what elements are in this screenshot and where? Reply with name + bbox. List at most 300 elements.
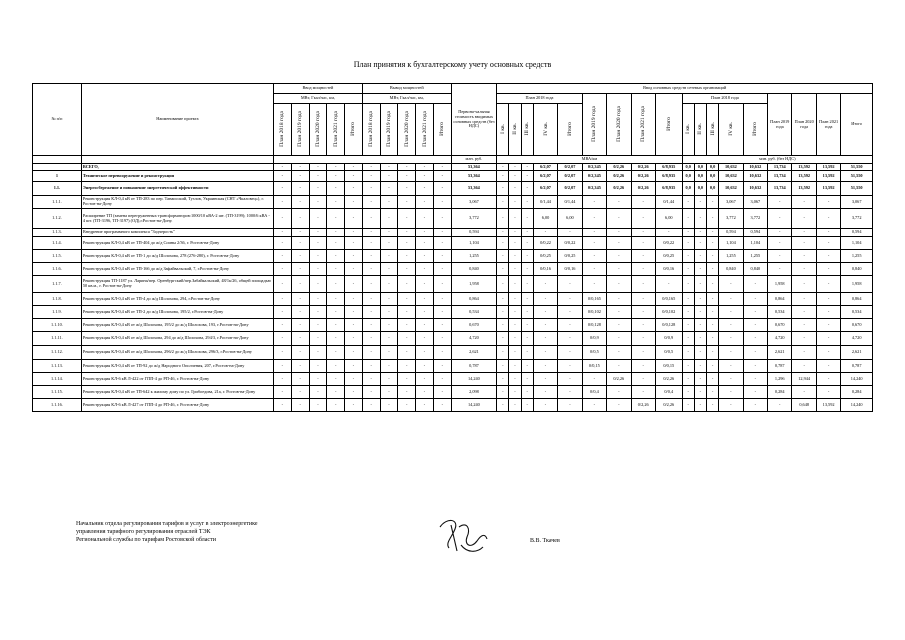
power-cell: - xyxy=(362,319,380,332)
mva-cell: 0/2,26 xyxy=(631,171,655,182)
mva-cell: - xyxy=(558,332,582,346)
power-cell: - xyxy=(362,237,380,250)
power-cell: - xyxy=(309,399,327,412)
power-cell: - xyxy=(291,196,309,209)
mva-cell: - xyxy=(582,237,606,250)
col-plan-2020-h: План 2020 года xyxy=(792,94,816,156)
power-cell: - xyxy=(291,332,309,346)
rub-cell: - xyxy=(792,196,816,209)
row-num: 1.1. xyxy=(33,182,82,196)
mva-cell: - xyxy=(582,399,606,412)
power-cell: - xyxy=(380,164,398,171)
mva-cell: 0/0,22 xyxy=(533,237,557,250)
row-num: 1.1.13. xyxy=(33,360,82,373)
table-row xyxy=(33,171,873,182)
power-cell: - xyxy=(362,250,380,263)
rub-cell: 14,240 xyxy=(841,373,873,386)
rub-cell: 3,067 xyxy=(743,196,767,209)
power-cell: - xyxy=(291,237,309,250)
rub-cell: - xyxy=(768,399,792,412)
rub-cell: - xyxy=(816,196,840,209)
mva-cell: - xyxy=(558,373,582,386)
mva-cell: - xyxy=(521,182,533,196)
row-num xyxy=(33,164,82,171)
power-cell: - xyxy=(345,293,363,306)
mva-cell: - xyxy=(631,229,655,237)
table-row xyxy=(33,250,873,263)
row-num: 1.1.11. xyxy=(33,332,82,346)
row-name: Реконструкция ТП-1187 ул. Ларина/пер. Оренбургский/пер.Забайкальский, 48/1к/26, общей площадью 50 кв.м., г. Ростов-на-Дону xyxy=(81,276,273,293)
mva-cell: - xyxy=(521,196,533,209)
power-cell: - xyxy=(327,346,345,360)
mva-cell: 0/0,128 xyxy=(655,319,682,332)
power-cell: - xyxy=(309,293,327,306)
power-cell: - xyxy=(398,196,416,209)
power-cell: - xyxy=(309,263,327,276)
rub-cell: - xyxy=(816,346,840,360)
mva-cell: - xyxy=(631,209,655,229)
rub-cell: - xyxy=(768,229,792,237)
power-cell: - xyxy=(433,386,451,399)
row-name: Реконструкция КЛ-0,4 кВ от ж/д Шолохова, 296/2 до ж/д Шолохова, 296/3, г.Ростов-на-Дону xyxy=(81,346,273,360)
rub-cell: - xyxy=(706,399,718,412)
rub-cell: 0,0 xyxy=(706,171,718,182)
mva-cell: - xyxy=(497,164,509,171)
rub-cell: - xyxy=(719,373,743,386)
power-cell: - xyxy=(380,182,398,196)
col-total-h: Итого xyxy=(841,94,873,156)
power-cell: - xyxy=(274,182,292,196)
power-cell: - xyxy=(309,209,327,229)
row-cost: 1,958 xyxy=(451,276,497,293)
mva-cell: - xyxy=(497,306,509,319)
power-cell: - xyxy=(345,360,363,373)
power-cell: - xyxy=(291,293,309,306)
rub-cell: - xyxy=(682,196,694,209)
power-cell: - xyxy=(398,229,416,237)
mva-cell: - xyxy=(655,229,682,237)
rub-cell: 13,592 xyxy=(816,171,840,182)
mva-cell: 0/1,44 xyxy=(558,196,582,209)
mva-cell: 6/8,935 xyxy=(655,164,682,171)
mva-cell: - xyxy=(558,346,582,360)
table-row xyxy=(33,293,873,306)
power-cell: - xyxy=(380,250,398,263)
mva-cell: 0/2,345 xyxy=(582,171,606,182)
rub-cell: 4,720 xyxy=(841,332,873,346)
power-cell: - xyxy=(274,360,292,373)
power-cell: - xyxy=(309,171,327,182)
rub-cell: - xyxy=(743,360,767,373)
rub-cell: 10,632 xyxy=(719,164,743,171)
power-cell: - xyxy=(274,293,292,306)
mva-cell: - xyxy=(497,373,509,386)
col-plan-2018: План 2018 года xyxy=(497,94,582,104)
power-cell: - xyxy=(274,276,292,293)
table-row xyxy=(33,399,873,412)
rub-cell: 0,648 xyxy=(792,399,816,412)
mva-cell: 0/2,26 xyxy=(655,399,682,412)
power-cell: - xyxy=(327,196,345,209)
power-cell: - xyxy=(362,346,380,360)
rub-cell: 13,592 xyxy=(792,182,816,196)
mva-cell: - xyxy=(497,229,509,237)
power-cell: - xyxy=(291,360,309,373)
power-cell: - xyxy=(362,386,380,399)
col-units-power-2: МВт, Гкал/час, км, xyxy=(362,94,451,104)
row-name: Реконструкция КЛ-0,4 кВ от ТП-4 до ж/д Шолохова, 294, г.Ростов-на-Дону xyxy=(81,293,273,306)
mva-cell: - xyxy=(558,386,582,399)
power-cell: - xyxy=(398,171,416,182)
power-cell: - xyxy=(274,346,292,360)
power-cell: - xyxy=(309,182,327,196)
table-row xyxy=(33,209,873,229)
power-cell: - xyxy=(327,229,345,237)
mva-cell: - xyxy=(497,263,509,276)
col-plan-2018-b: План 2018 года xyxy=(682,94,767,104)
mva-cell: - xyxy=(533,332,557,346)
rub-cell: - xyxy=(682,319,694,332)
rub-cell: 0,670 xyxy=(841,319,873,332)
mva-cell: - xyxy=(558,293,582,306)
mva-cell: - xyxy=(631,237,655,250)
power-cell: - xyxy=(345,164,363,171)
power-cell: - xyxy=(327,276,345,293)
mva-cell: - xyxy=(521,276,533,293)
page-title: План принятия к бухгалтерскому учету основных средств xyxy=(353,60,552,69)
row-name: Реконструкция КЛ-0,4 кВ от ТП-92 до ж/д Народного Ополчения, 207, г.Ростов-на-Дону xyxy=(81,360,273,373)
rub-cell: - xyxy=(816,263,840,276)
power-cell: - xyxy=(362,360,380,373)
mva-cell: - xyxy=(631,346,655,360)
unit-mva: МВА/км xyxy=(497,156,682,164)
mva-cell: - xyxy=(521,346,533,360)
power-cell: - xyxy=(380,319,398,332)
mva-cell: 0/0,128 xyxy=(582,319,606,332)
col-power-out: Вывод мощностей xyxy=(362,84,451,94)
mva-cell: - xyxy=(607,263,631,276)
row-cost: 3,067 xyxy=(451,196,497,209)
rub-cell: 0,0 xyxy=(694,182,706,196)
rub-cell: - xyxy=(694,373,706,386)
mva-cell: - xyxy=(497,346,509,360)
col-plan-2019-h: План 2019 года xyxy=(768,94,792,156)
row-num: 1.1.2. xyxy=(33,209,82,229)
power-cell: - xyxy=(398,263,416,276)
rub-cell: 1,958 xyxy=(841,276,873,293)
power-cell: - xyxy=(327,250,345,263)
row-num: 1.1.16. xyxy=(33,399,82,412)
rub-cell: 14,240 xyxy=(841,399,873,412)
power-cell: - xyxy=(398,250,416,263)
rub-cell: 13,592 xyxy=(816,164,840,171)
rub-cell: - xyxy=(719,319,743,332)
mva-cell: 6/2,07 xyxy=(533,164,557,171)
mva-cell: - xyxy=(582,196,606,209)
mva-cell: - xyxy=(521,386,533,399)
mva-cell: - xyxy=(607,332,631,346)
rub-cell: 51,550 xyxy=(841,164,873,171)
power-cell: - xyxy=(274,399,292,412)
rub-cell: - xyxy=(816,319,840,332)
mva-cell: - xyxy=(497,171,509,182)
power-cell: - xyxy=(291,386,309,399)
power-cell: - xyxy=(274,373,292,386)
mva-cell: 0/0,25 xyxy=(558,250,582,263)
rub-cell: 4,720 xyxy=(768,332,792,346)
row-num: 1.1.9. xyxy=(33,306,82,319)
rub-cell: - xyxy=(682,237,694,250)
mva-cell: - xyxy=(497,332,509,346)
mva-cell: 0/0,16 xyxy=(558,263,582,276)
mva-cell: - xyxy=(607,209,631,229)
power-cell: - xyxy=(309,164,327,171)
power-cell: - xyxy=(327,332,345,346)
mva-cell: 0/0,15 xyxy=(655,360,682,373)
row-num: 1.1.1. xyxy=(33,196,82,209)
signer-name: В.В. Ткачев xyxy=(530,538,560,544)
mva-cell: - xyxy=(607,386,631,399)
row-cost: 0,864 xyxy=(451,293,497,306)
power-cell: - xyxy=(291,373,309,386)
power-cell: - xyxy=(345,171,363,182)
power-cell: - xyxy=(433,399,451,412)
col-plan-2021-v: План 2021 года xyxy=(631,94,655,156)
power-cell: - xyxy=(362,196,380,209)
rub-cell: - xyxy=(768,237,792,250)
power-cell: - xyxy=(291,250,309,263)
power-cell: - xyxy=(380,229,398,237)
power-cell: - xyxy=(327,306,345,319)
rub-cell: 0,594 xyxy=(743,229,767,237)
rub-cell: - xyxy=(792,346,816,360)
rub-cell: - xyxy=(743,399,767,412)
rub-cell: - xyxy=(682,332,694,346)
power-cell: - xyxy=(380,263,398,276)
mva-cell: - xyxy=(521,209,533,229)
mva-cell: - xyxy=(631,306,655,319)
row-name: ВСЕГО, xyxy=(81,164,273,171)
rub-cell: 10,632 xyxy=(743,182,767,196)
row-num: 1.1.5. xyxy=(33,250,82,263)
rub-cell: 0,840 xyxy=(719,263,743,276)
power-cell: - xyxy=(362,306,380,319)
mva-cell: - xyxy=(631,196,655,209)
power-cell: - xyxy=(416,237,434,250)
power-cell: - xyxy=(327,399,345,412)
rub-cell: - xyxy=(694,386,706,399)
mva-cell: - xyxy=(607,360,631,373)
rub-cell: - xyxy=(706,209,718,229)
mva-cell: 0/2,345 xyxy=(582,164,606,171)
row-name: Реконструкция КЛ-0,4 кВ от ТП-166 до ж/д Зафайвальский, 7, г.Ростов-на-Дону xyxy=(81,263,273,276)
mva-cell: - xyxy=(607,229,631,237)
rub-cell: - xyxy=(719,399,743,412)
row-cost: 53,364 xyxy=(451,171,497,182)
col-plan-2020-v: План 2020 года xyxy=(607,94,631,156)
mva-cell: - xyxy=(521,229,533,237)
mva-cell: 0/2,26 xyxy=(631,164,655,171)
rub-cell: 0,594 xyxy=(841,229,873,237)
power-cell: - xyxy=(291,182,309,196)
rub-cell: - xyxy=(694,399,706,412)
mva-cell: - xyxy=(521,306,533,319)
mva-cell: - xyxy=(509,386,521,399)
rub-cell: - xyxy=(816,237,840,250)
rub-cell: - xyxy=(743,332,767,346)
row-num: 1.1.12. xyxy=(33,346,82,360)
power-cell: - xyxy=(345,373,363,386)
power-cell: - xyxy=(309,306,327,319)
mva-cell: - xyxy=(607,293,631,306)
power-cell: - xyxy=(345,332,363,346)
power-cell: - xyxy=(309,229,327,237)
power-cell: - xyxy=(416,250,434,263)
mva-cell: 0/0,102 xyxy=(582,306,606,319)
rub-cell: 3,067 xyxy=(841,196,873,209)
mva-cell: - xyxy=(509,276,521,293)
rub-cell: - xyxy=(743,386,767,399)
mva-cell: - xyxy=(533,373,557,386)
mva-cell: 0/0,22 xyxy=(655,237,682,250)
power-cell: - xyxy=(345,276,363,293)
mva-cell: - xyxy=(582,276,606,293)
mva-cell: - xyxy=(533,399,557,412)
rub-cell: - xyxy=(792,276,816,293)
rub-cell: 2,621 xyxy=(841,346,873,360)
mva-cell: - xyxy=(533,346,557,360)
rub-cell: 13,734 xyxy=(768,164,792,171)
mva-cell: - xyxy=(558,360,582,373)
power-cell: - xyxy=(327,360,345,373)
rub-cell: 2,621 xyxy=(768,346,792,360)
power-cell: - xyxy=(433,263,451,276)
mva-cell: - xyxy=(497,196,509,209)
power-cell: - xyxy=(433,229,451,237)
mva-cell: 0/2,26 xyxy=(607,373,631,386)
mva-cell: - xyxy=(533,293,557,306)
rub-cell: 10,632 xyxy=(743,171,767,182)
power-cell: - xyxy=(362,399,380,412)
power-cell: - xyxy=(291,276,309,293)
rub-cell: - xyxy=(694,237,706,250)
power-cell: - xyxy=(345,263,363,276)
plan-table: № п/п Наименование проекта Ввод мощностей Вывод мощностей Первона-чальная стоимость вводимых основных средств (без НДС) Ввод основных средств сетевых организаций МВт, Гкал/час, км, МВт, Гкал/час, км, План 2018 года План 2019 года План 2020 года План 2021 года Итого План 2018 года План 2019 года План 2020 года План 2021 года Итого План 2018 года План 2019 года План 2020 года План 2021 года Итого План 2018 года План 2019 года План 2020 года План 2021 года Итого I кв. II кв. III кв. IV кв. Итого I кв. II кв. III кв. IV кв. Итого млн. руб. МВА/км млн. руб. (без НДС) ВСЕГО, - - - - - - - - - - 53,364 - - - 6/2,07 0/2,07 0/2,345 0/2,26 0/2,26 6/8,935 0,0 0,0 0,0 10,632 10,632 13,734 13,592 13,592 51,550 1 Техническое перевооружение и реконструкция - - - - - - - - - - 53,364 - - - 6/2,07 0/2,07 0/2,345 0/2,26 0/2,26 6/8,935 0,0 0,0 0,0 10,632 10,632 13,734 13,592 13,592 51,550 1.1. Энергосбережение и повышение энергетической эффективности - - - - - - - - - - 53,364 - - - 6/2,07 0/2,07 0/2,345 0/2,26 0/2,26 6/8,935 0,0 0,0 0,0 10,632 10,632 13,734 13,592 13,592 51,550 1.1.1. Реконструкция КЛ-0,4 кВ от ТП-283 по пер. Танаисский, Тузлов, Украинская (СНТ «Чкаловец»), г. Ростов-на-Дону - - - - - - - - - - 3,067 - - - 0/1,44 0/1,44 - - - 0/1,44 - - - 3,067 3,067 - - - 3,067 1.1.2. Расширение ТП (замена перегруженных трансформаторов:1000/10 кВА-2 шт. (ТП-3199); 1000/6 кВА - 4 шт. (ТП-3196, ТП-3197) (ОД),г.Ростов-на-Дону. - - - - - - - - - - 3,772 - - - 6,00 6,00 - - - 6,00 - - - 3,772 3,772 - - - 3,772 1.1.3. Внедрение программного комплекса "Зодчерость" - - - - - - - - - - 0,594 - - - - - - - - - - - - 0,594 0,594 - - - 0,594 1.1.4. Реконструкция КЛ-0,4 кВ от ТП-404 до ж/д Соины 2/36, г. Ростов-на-Дону - - - - - - - - - - 1,104 - - - 0/0,22 0/0,22 - - - 0/0,22 - - - 1,104 1,104 - - - 1,104 1.1.5. Реконструкция КЛ-0,4 кВ от ТП-1 до ж/д Шолохова, 278 (276-280), г. Ростов-на-Дону - - - - - - - - - - 1,255 - - - 0/0,25 0/0,25 - - - 0/0,25 - - - 1,255 1,255 - - - 1,255 1.1.6. Реконструкция КЛ-0,4 кВ от ТП-166 до ж/д Зафайвальский, 7, г.Ростов-на-Дону - - - - - - - - - - 0,840 - - - 0/0,16 0/0,16 - - - 0/0,16 - - - 0,840 0,840 - - - 0,840 1.1.7. Реконструкция ТП-1187 ул. Ларина/пер. Оренбургский/пер.Забайкальский, 48/1к/26, общей площадью 50 кв.м., г. Ростов-на-Дону - - - - - - - - - - 1,958 - - - - - - - - - - - - - - 1,958 - - 1,958 1.1.8. Реконструкция КЛ-0,4 кВ от ТП-4 до ж/д Шолохова, 294, г.Ростов-на-Дону - - - - - - - - - - 0,864 - - - - - 0/0,165 - - 0/0,165 - - - - - 0,864 - - 0,864 1.1.9. Реконструкция КЛ-0,4 кВ от ТП-2 до ж/д Шолохова, 195/2, г.Ростов-на-Дону - - - - - - - - - - 0,534 - - - - - 0/0,102 - - 0/0,102 - - - - - 0,534 - - 0,534 1.1.10. Реконструкция КЛ-0,4 кВ от ж/д Шолохова, 195/2 до ж/д Шолохова, 193, г.Ростов-на-Дону - - - - - - - - - - 0,670 - - - - - 0/0,128 - - 0/0,128 - - - - - 0,670 - - 0,670 1.1.11. Реконструкция КЛ-0,4 кВ от ж/д Шолохова, 294 до ж/д Шолохова, 294/3, г.Ростов-на-Дону - - - - - - - - - - 4,720 - - - - - 0/0,9 - - 0/0,9 - - - - - 4,720 - - 4,720 1.1.12. Реконструкция КЛ-0,4 кВ от ж/д Шолохова, 296/2 до ж/д Шолохова, 296/3, г.Ростов-на-Дону - - - - - - - - - - 2,621 - - - - - 0/0,5 - - 0/0,5 - - - - - 2,621 - - 2,621 1.1.13. Реконструкция КЛ-0,4 кВ от ТП-92 до ж/д Народного Ополчения, 207, г.Ростов-на-Дону - - - - - - - - - - 0,787 - - - - - 0/0,15 - - 0/0,15 - - - - - 0,787 - - 0,787 1.1.14. Реконструкция КЛ-6 кВ Л-422 от ГПП-4 до РП-46, г. Ростов-на-Дону - - - - - - - - - - 14,240 - - - - - - 0/2,26 - 0/2,26 - - - - - 1,296 12,944 - 14,240 1.1.15. Реконструкция КЛ-0,4 кВ от ТП-642 к жилому дому по ул. Грибоедова, 21а, г. Ростов-на-Дону - - - - - - - - - - 2,098 - - - - - 0/0,4 - - 0/0,4 - - - - - 0,284 - - 0,284 1.1.16. Реконструкция КЛ-6 кВ Л-427 от ГПП-4 до РП-46, г. Ростов-на-Дону - - - - - - - - - - 14,240 - - - - - - - 0/2,26 0/2,26 - - - - - - 0,648 13,592 14,240 xyxy=(32,83,873,412)
power-cell: - xyxy=(398,360,416,373)
mva-cell: - xyxy=(521,237,533,250)
mva-cell: - xyxy=(497,182,509,196)
col-initial-cost: Первона-чальная стоимость вводимых основных средств (без НДС) xyxy=(451,84,497,156)
row-name: Реконструкция КЛ-6 кВ Л-422 от ГПП-4 до РП-46, г. Ростов-на-Дону xyxy=(81,373,273,386)
power-cell: - xyxy=(398,332,416,346)
rub-cell: - xyxy=(743,373,767,386)
rub-cell: 0,284 xyxy=(768,386,792,399)
power-cell: - xyxy=(291,346,309,360)
rub-cell: - xyxy=(682,276,694,293)
power-cell: - xyxy=(398,346,416,360)
power-cell: - xyxy=(274,209,292,229)
power-cell: - xyxy=(362,229,380,237)
power-cell: - xyxy=(327,263,345,276)
row-cost: 2,098 xyxy=(451,386,497,399)
power-cell: - xyxy=(433,196,451,209)
power-cell: - xyxy=(416,229,434,237)
row-name: Реконструкция КЛ-0,4 кВ от ТП-404 до ж/д Соины 2/36, г. Ростов-на-Дону xyxy=(81,237,273,250)
mva-cell: - xyxy=(582,250,606,263)
rub-cell: - xyxy=(706,196,718,209)
mva-cell: 0/2,26 xyxy=(607,182,631,196)
power-cell: - xyxy=(345,196,363,209)
rub-cell: - xyxy=(792,360,816,373)
power-cell: - xyxy=(398,209,416,229)
row-cost: 53,364 xyxy=(451,164,497,171)
row-cost: 0,594 xyxy=(451,229,497,237)
power-cell: - xyxy=(274,386,292,399)
mva-cell: 0/2,07 xyxy=(558,164,582,171)
power-cell: - xyxy=(416,171,434,182)
mva-cell: - xyxy=(509,293,521,306)
mva-cell: - xyxy=(509,164,521,171)
mva-cell: - xyxy=(558,229,582,237)
power-cell: - xyxy=(362,182,380,196)
mva-cell: - xyxy=(582,229,606,237)
power-cell: - xyxy=(327,373,345,386)
row-num: 1.1.8. xyxy=(33,293,82,306)
rub-cell: - xyxy=(706,293,718,306)
rub-cell: - xyxy=(682,306,694,319)
power-cell: - xyxy=(416,209,434,229)
mva-cell: - xyxy=(631,250,655,263)
mva-cell: - xyxy=(558,306,582,319)
mva-cell: 0/0,15 xyxy=(582,360,606,373)
power-cell: - xyxy=(398,164,416,171)
rub-cell: - xyxy=(682,263,694,276)
rub-cell: 0,0 xyxy=(682,182,694,196)
power-cell: - xyxy=(362,209,380,229)
mva-cell: - xyxy=(631,293,655,306)
rub-cell: - xyxy=(768,196,792,209)
power-cell: - xyxy=(433,237,451,250)
power-cell: - xyxy=(433,209,451,229)
rub-cell: 13,592 xyxy=(816,399,840,412)
power-cell: - xyxy=(345,182,363,196)
table-row xyxy=(33,263,873,276)
rub-cell: 13,734 xyxy=(768,171,792,182)
col-units-power: МВт, Гкал/час, км, xyxy=(274,94,363,104)
power-cell: - xyxy=(274,306,292,319)
rub-cell: - xyxy=(682,293,694,306)
power-cell: - xyxy=(433,346,451,360)
rub-cell: - xyxy=(694,250,706,263)
mva-cell: - xyxy=(509,182,521,196)
row-name: Техническое перевооружение и реконструкция xyxy=(81,171,273,182)
mva-cell: - xyxy=(509,306,521,319)
rub-cell: - xyxy=(792,250,816,263)
rub-cell: - xyxy=(768,209,792,229)
unit-mln: млн. руб. xyxy=(451,156,497,164)
rub-cell: - xyxy=(694,346,706,360)
rub-cell: - xyxy=(816,332,840,346)
rub-cell: 0,534 xyxy=(841,306,873,319)
rub-cell: - xyxy=(743,276,767,293)
power-cell: - xyxy=(416,399,434,412)
mva-cell: - xyxy=(521,164,533,171)
rub-cell: - xyxy=(768,263,792,276)
mva-cell: - xyxy=(533,306,557,319)
table-row xyxy=(33,346,873,360)
mva-cell: - xyxy=(607,196,631,209)
rub-cell: - xyxy=(682,346,694,360)
